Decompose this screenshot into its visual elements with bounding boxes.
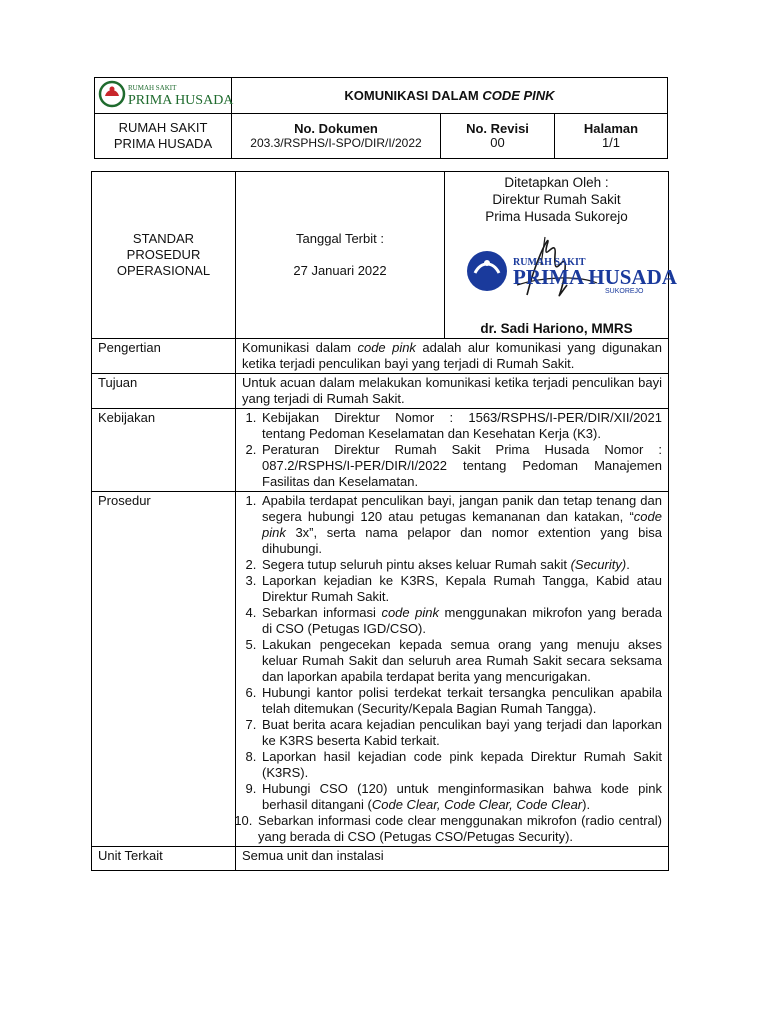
hospital-name: RUMAH SAKIT PRIMA HUSADA — [95, 114, 232, 159]
row-kebijakan — [92, 409, 669, 492]
unit-content: Semua unit dan instalasi — [236, 847, 669, 871]
kebijakan-label: Kebijakan — [92, 409, 236, 492]
stamp-sub-text: SUKOREJO — [604, 288, 644, 295]
pengertian-content: Komunikasi dalam code pink adalah alur komunikasi yang digunakan ketika terjadi penculikan bayi yang terjadi di Rumah Sakit. — [236, 339, 669, 374]
approval-cell: Ditetapkan Oleh : Direktur Rumah Sakit Prima Husada Sukorejo RUMAH SAKIT PRIMA HUSADA SUKOREJO dr. Sadi Hariono, MMRS — [445, 172, 669, 339]
hospital-stamp — [457, 225, 677, 315]
list-item: 8. Laporkan hasil kejadian code pink kepada Direktur Rumah Sakit (K3RS). — [260, 749, 662, 781]
logo-small-text: RUMAH SAKIT — [128, 84, 177, 92]
logo-big-text: PRIMA HUSADA — [128, 93, 234, 108]
sop-table — [91, 171, 677, 871]
issue-date-cell — [236, 172, 445, 339]
unit-label: Unit Terkait — [92, 847, 236, 871]
row-pengertian — [92, 339, 669, 374]
document-number: No. Dokumen 203.3/RSPHS/I-SPO/DIR/I/2022 — [232, 114, 441, 159]
list-item: 3. Laporkan kejadian ke K3RS, Kepala Rumah Tangga, Kabid atau Direktur Rumah Sakit. — [260, 573, 662, 605]
list-item: 2. Segera tutup seluruh pintu akses keluar Rumah sakit (Security). — [260, 557, 662, 573]
tujuan-label: Tujuan — [92, 374, 236, 409]
list-item: 1. Apabila terdapat penculikan bayi, jangan panik dan tetap tenang dan segera hubungi 120 atau petugas kemananan dan katakan, “code pink 3x”, serta nama pelapor dan nomor extention yang bisa dihubungi. — [260, 493, 662, 557]
list-item: 4. Sebarkan informasi code pink menggunakan mikrofon yang berada di CSO (Petugas IGD/CSO). — [260, 605, 662, 637]
sop-label: STANDAR PROSEDUR OPERASIONAL — [92, 172, 236, 339]
tujuan-content: Untuk acuan dalam melakukan komunikasi ketika terjadi penculikan bayi yang terjadi di Rumah Sakit. — [236, 374, 669, 409]
list-item: 10. Sebarkan informasi code clear menggunakan mikrofon (radio central) yang berada di CSO (Petugas CSO/Petugas Security). — [256, 813, 662, 845]
revision-number: No. Revisi 00 — [441, 114, 555, 159]
document-header — [94, 77, 668, 159]
logo-cell — [95, 78, 232, 114]
kebijakan-content — [236, 409, 669, 492]
prosedur-label: Prosedur — [92, 492, 236, 847]
row-tujuan — [92, 374, 669, 409]
list-item: 9. Hubungi CSO (120) untuk menginformasikan bahwa kode pink berhasil ditangani (Code Clear, Code Clear, Code Clear). — [260, 781, 662, 813]
director-name: dr. Sadi Hariono, MMRS — [480, 321, 633, 336]
issue-date: 27 Januari 2022 — [293, 263, 387, 278]
hospital-logo-icon — [97, 78, 234, 110]
document-title: KOMUNIKASI DALAM CODE PINK — [232, 78, 668, 114]
page-number: Halaman 1/1 — [555, 114, 668, 159]
list-item: 1. Kebijakan Direktur Nomor : 1563/RSPHS/I-PER/DIR/XII/2021 tentang Pedoman Keselamatan dan Kesehatan Kerja (K3). — [260, 410, 662, 442]
list-item: 2. Peraturan Direktur Rumah Sakit Prima Husada Nomor : 087.2/RSPHS/I-PER/DIR/I/2022 tentang Pedoman Manajemen Fasilitas dan Keselamatan. — [260, 442, 662, 490]
stamp-big-text: PRIMA HUSADA — [512, 265, 677, 289]
prosedur-content — [236, 492, 669, 847]
issue-date-label: Tanggal Terbit : — [296, 231, 384, 246]
pengertian-label: Pengertian — [92, 339, 236, 374]
stamp-small-text: RUMAH SAKIT — [512, 257, 586, 268]
row-unit-terkait — [92, 847, 669, 871]
row-prosedur — [92, 492, 669, 847]
list-item: 7. Buat berita acara kejadian penculikan bayi yang terjadi dan laporkan ke K3RS beserta Kabid terkait. — [260, 717, 662, 749]
list-item: 5. Lakukan pengecekan kepada semua orang yang menuju akses keluar Rumah Sakit dan seluruh area Rumah Sakit secara seksama dan laporkan apabila terdapat berita yang mencurigakan. — [260, 637, 662, 685]
list-item: 6. Hubungi kantor polisi terdekat terkait tersangka penculikan apabila telah ditemukan (Security/Kepala Bagian Rumah Tangga). — [260, 685, 662, 717]
